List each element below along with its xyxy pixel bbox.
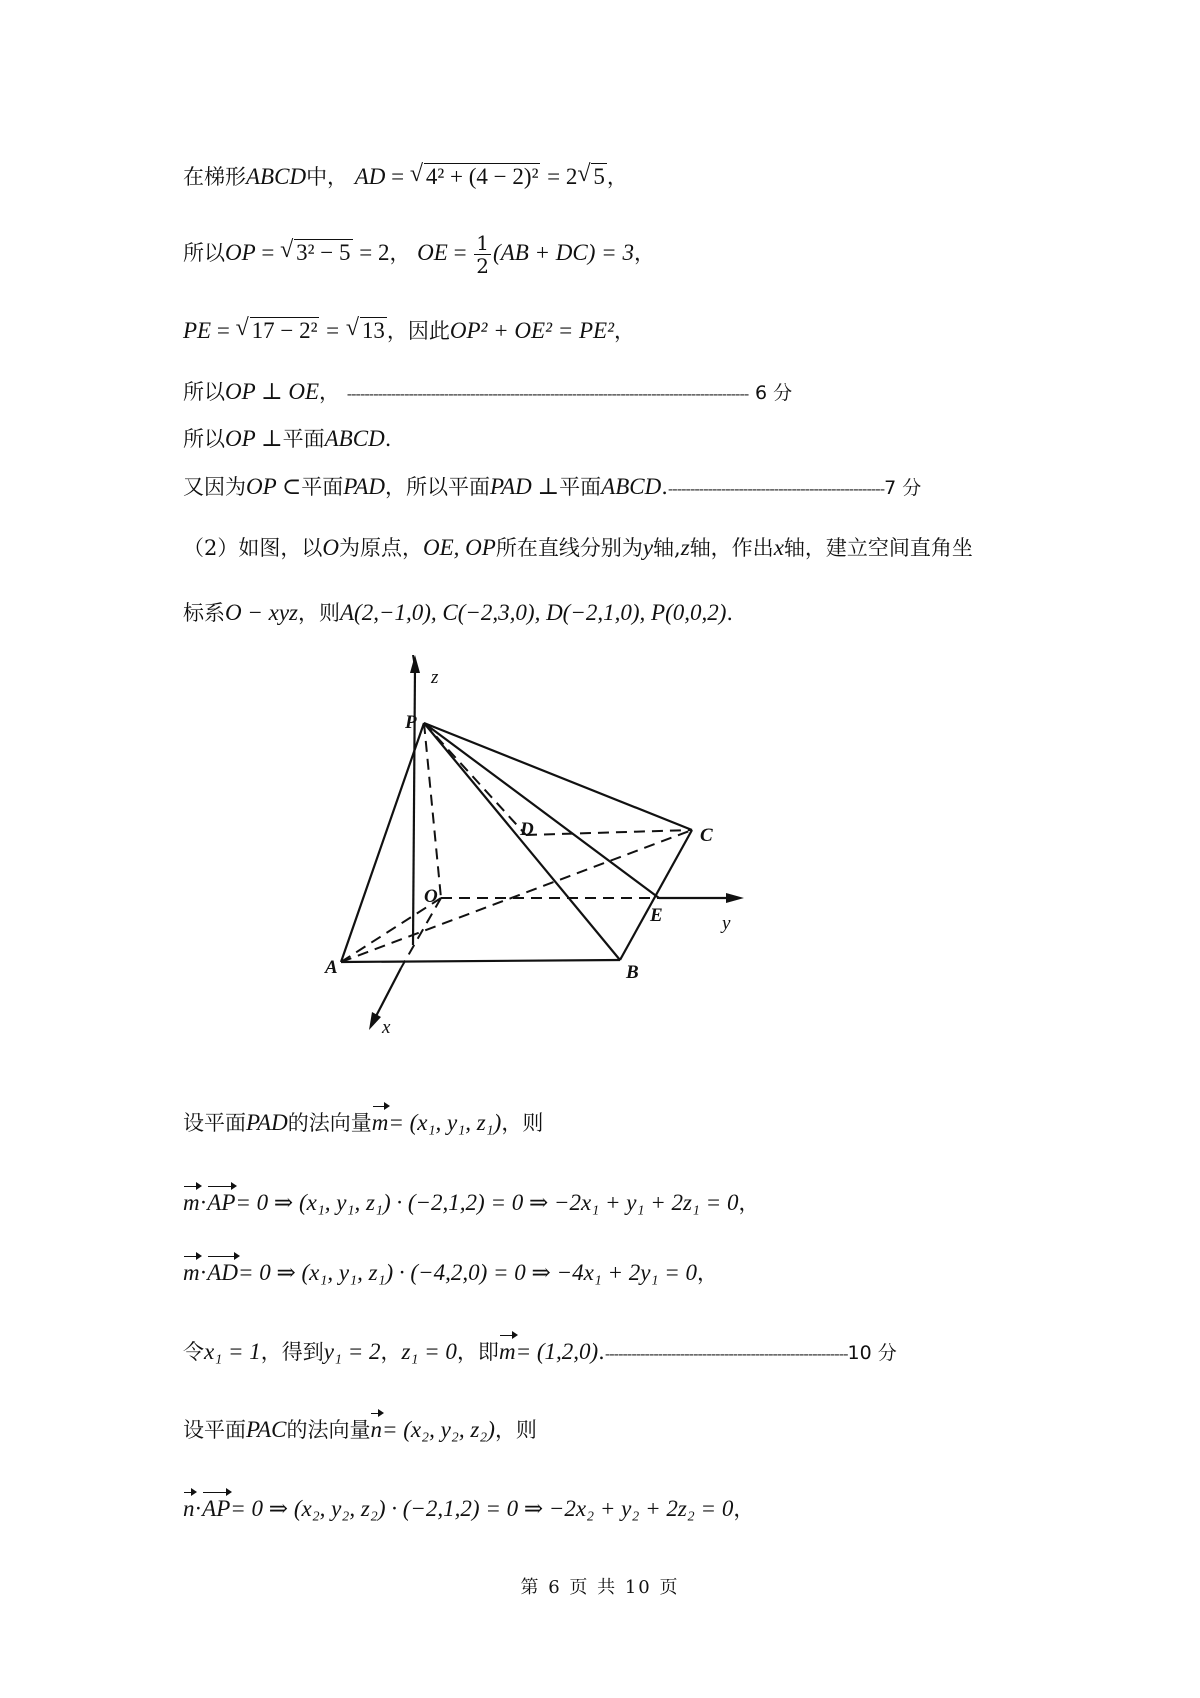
text: 轴, xyxy=(653,536,681,560)
label-E: E xyxy=(650,905,663,926)
line-13 xyxy=(183,1415,537,1445)
line-2: 所以OP = √ 3² − 5 = 2， OE = $\frac{1}{2}$ (AB + DC) = 3， xyxy=(183,232,655,277)
math: PE xyxy=(183,318,212,343)
math: PAD xyxy=(343,474,386,499)
text: 所在直线分别为 xyxy=(495,536,643,560)
sqrt xyxy=(577,162,607,192)
text: ， xyxy=(389,241,411,265)
line-7 xyxy=(183,533,973,563)
line-6: 又因为OP ⊂平面PAD，所以平面PAD ⊥平面ABCD.-------------------------------------------------7 分 xyxy=(183,474,922,499)
radicand: 17 − 2² xyxy=(251,318,318,343)
vector-m: m xyxy=(499,1337,516,1367)
radicand: 5 xyxy=(593,164,605,189)
text: 所以 xyxy=(183,241,225,265)
math: y xyxy=(642,535,654,560)
text: ，则 xyxy=(298,601,340,625)
math: OE xyxy=(417,240,448,265)
vector-n: n xyxy=(183,1494,195,1524)
math: ABCD xyxy=(324,426,385,451)
math: = (1,2,0) xyxy=(515,1339,599,1364)
math: = 0 ⇒ (x₁, y₁, z₁) · (−2,1,2) = 0 ⇒ −2x₁ + y₁ + 2z₁ = 0 xyxy=(235,1190,739,1215)
radicand: 4² + (4 − 2)² xyxy=(425,164,539,189)
label-z: z xyxy=(431,667,439,688)
line-9 xyxy=(183,1108,543,1138)
math: x xyxy=(773,535,784,560)
label-P: P xyxy=(405,712,417,733)
text: ， xyxy=(697,1261,719,1285)
math: O xyxy=(322,535,339,560)
text: 轴，建立空间直角坐 xyxy=(783,536,973,560)
math: = (x₁, y₁, z₁) xyxy=(388,1110,502,1135)
math: x₁ = 1 xyxy=(204,1339,261,1364)
text: ， xyxy=(613,319,635,343)
text: ， xyxy=(380,1340,402,1364)
math: OP ⊂ xyxy=(246,474,302,499)
text: 的法向量 xyxy=(286,1418,371,1442)
text: 平面 xyxy=(282,427,325,451)
text: ， xyxy=(738,1191,760,1215)
sqrt xyxy=(280,238,352,268)
math: ABCD xyxy=(246,164,307,189)
line-8 xyxy=(183,598,733,628)
score: 6 分 xyxy=(754,382,793,404)
sqrt xyxy=(236,316,320,346)
text: 在梯形 xyxy=(183,165,246,189)
text: （2）如图，以 xyxy=(183,536,323,560)
math: ABCD xyxy=(601,474,662,499)
sqrt xyxy=(410,162,541,192)
sqrt xyxy=(346,316,387,346)
vector-n: n xyxy=(370,1415,382,1445)
text: 设平面 xyxy=(183,1418,246,1442)
text: 轴，作出 xyxy=(689,536,774,560)
text: 为原点， xyxy=(339,536,423,560)
text: ， xyxy=(633,241,655,265)
label-y: y xyxy=(722,913,731,934)
math: O − xyz xyxy=(225,600,298,625)
text: 平面 xyxy=(301,475,344,499)
fraction: $\frac{1}{2}$ xyxy=(476,231,490,278)
score: 10 分 xyxy=(847,1342,897,1364)
math: = 0 ⇒ (x₁, y₁, z₁) · (−4,2,0) = 0 ⇒ −4x₁ + 2y₁ = 0 xyxy=(237,1260,698,1285)
math: = 2 xyxy=(547,164,578,189)
math: OP ⊥ OE xyxy=(225,379,320,404)
line-5 xyxy=(183,424,391,454)
math: = (x₂, y₂, z₂) xyxy=(381,1417,495,1442)
math: z xyxy=(680,535,690,560)
text: ， xyxy=(319,380,341,404)
text: 标系 xyxy=(183,601,225,625)
text: ，则 xyxy=(501,1111,544,1135)
math: AD xyxy=(354,164,386,189)
page-footer: 第 6 页 共 10 页 xyxy=(520,1577,680,1598)
label-C: C xyxy=(700,825,713,846)
vector-m: m xyxy=(372,1108,389,1138)
text: 设平面 xyxy=(183,1111,246,1135)
math: (AB + DC) = 3 xyxy=(493,240,634,265)
text: ，所以平面 xyxy=(385,475,491,499)
text: ，即 xyxy=(456,1340,499,1364)
line-10: m·AP= 0 ⇒ (x₁, y₁, z₁) · (−2,1,2) = 0 ⇒ −2x₁ + y₁ + 2z₁ = 0， xyxy=(183,1188,759,1218)
text: 平面 xyxy=(559,475,602,499)
text: ，则 xyxy=(494,1418,537,1442)
text: . xyxy=(726,601,734,625)
math: z₁ = 0 xyxy=(401,1339,457,1364)
score: 7 分 xyxy=(884,477,922,499)
label-B: B xyxy=(626,962,639,983)
vector-ap: AP xyxy=(207,1188,235,1218)
label-O: O xyxy=(424,886,438,907)
math: OP ⊥ xyxy=(225,426,283,451)
pyramid-figure xyxy=(320,655,750,1045)
text: 中， xyxy=(306,165,349,189)
line-4: 所以OP ⊥ OE， ------------------------------------------------------------------------------------------- 6 分 xyxy=(183,379,793,404)
radicand: 3² − 5 xyxy=(296,240,351,265)
text: ， xyxy=(606,165,628,189)
math: = xyxy=(326,318,340,343)
math: PAC xyxy=(246,1417,287,1442)
text: 令 xyxy=(183,1340,204,1364)
text: 又因为 xyxy=(183,475,246,499)
label-A: A xyxy=(325,957,338,978)
vector-ap: AP xyxy=(202,1494,230,1524)
text: 的法向量 xyxy=(287,1111,372,1135)
math: PAD xyxy=(246,1110,288,1135)
line-11: m·AD= 0 ⇒ (x₁, y₁, z₁) · (−4,2,0) = 0 ⇒ −4x₁ + 2y₁ = 0， xyxy=(183,1258,718,1288)
math: OE, OP xyxy=(423,535,496,560)
vector-m: m xyxy=(183,1188,200,1218)
vector-ad: AD xyxy=(207,1258,238,1288)
label-D: D xyxy=(520,819,534,840)
text: . xyxy=(384,427,392,451)
label-x: x xyxy=(382,1017,391,1038)
line-12: 令x₁ = 1，得到y₁ = 2，z₁ = 0，即m= (1,2,0).-------------------------------------------------------10 分 xyxy=(183,1337,897,1369)
math: PAD ⊥ xyxy=(490,474,560,499)
math: A(2,−1,0), C(−2,3,0), D(−2,1,0), P(0,0,2) xyxy=(340,600,727,625)
text: 所以 xyxy=(183,380,225,404)
text: ，得到 xyxy=(260,1340,324,1364)
line-3: PE = √ 17 − 2² = √ 13，因此OP² + OE² = PE²， xyxy=(183,316,635,346)
text: 所以 xyxy=(183,427,225,451)
radicand: 13 xyxy=(361,318,385,343)
math: = 2 xyxy=(359,240,390,265)
text: . xyxy=(661,475,668,499)
math: = 0 ⇒ (x₂, y₂, z₂) · (−2,1,2) = 0 ⇒ −2x₂ + y₂ + 2z₂ = 0 xyxy=(230,1496,734,1521)
vector-m: m xyxy=(183,1258,200,1288)
math: OP² + OE² = PE² xyxy=(449,318,614,343)
text: ， xyxy=(733,1497,755,1521)
line-1: 在梯形ABCD中， AD = √ 4² + (4 − 2)² = 2√ 5， xyxy=(183,162,628,192)
math: y₁ = 2 xyxy=(323,1339,381,1364)
text: ，因此 xyxy=(386,319,450,343)
line-14: n·AP= 0 ⇒ (x₂, y₂, z₂) · (−2,1,2) = 0 ⇒ −2x₂ + y₂ + 2z₂ = 0， xyxy=(183,1494,754,1524)
text: . xyxy=(598,1340,605,1364)
math: OP xyxy=(225,240,256,265)
